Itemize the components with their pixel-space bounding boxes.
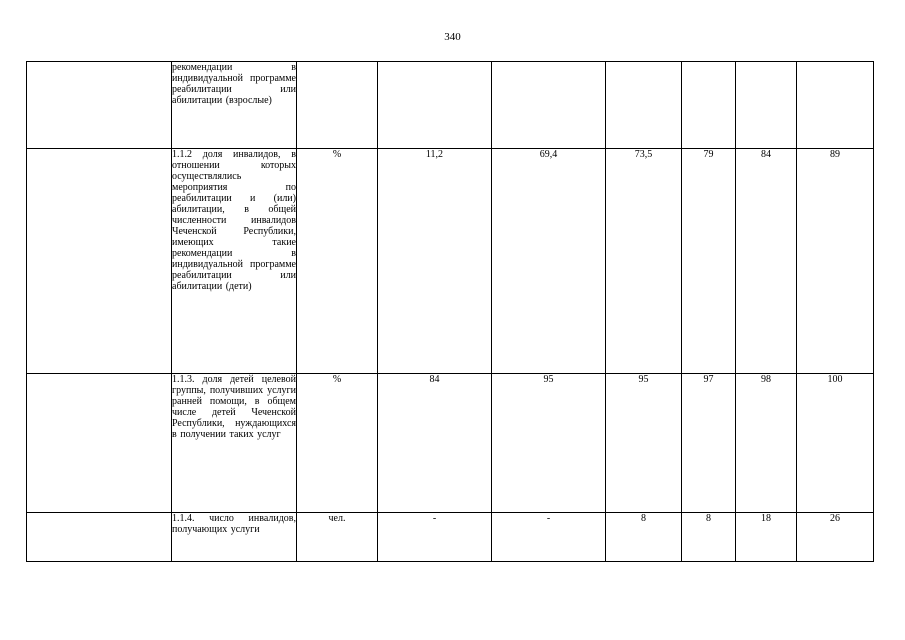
table-cell-empty xyxy=(27,513,172,562)
indicator-value: 84 xyxy=(378,374,492,513)
indicator-description: 1.1.3. доля детей целевой группы, получивших услуги ранней помощи, в общем числе детей Чеченской Республики, нуждающихся в получении таких услуг xyxy=(172,374,297,513)
indicator-value: 95 xyxy=(606,374,682,513)
indicator-value xyxy=(736,62,797,149)
indicator-value: - xyxy=(378,513,492,562)
table-row xyxy=(27,149,874,374)
indicator-value: 97 xyxy=(682,374,736,513)
indicator-description: 1.1.2 доля инвалидов, в отношении которых осуществлялись мероприятия по реабилитации и (или) абилитации, в общей численности инвалидов Чеченской Республики, имеющих такие рекомендации в индивидуальной программе реабилитации или абилитации (дети) xyxy=(172,149,297,374)
table-row xyxy=(27,374,874,513)
indicator-value: 73,5 xyxy=(606,149,682,374)
indicator-value: - xyxy=(492,513,606,562)
indicator-value: 69,4 xyxy=(492,149,606,374)
indicator-value xyxy=(682,62,736,149)
indicator-unit: чел. xyxy=(297,513,378,562)
table-cell-empty xyxy=(27,62,172,149)
indicator-value: 84 xyxy=(736,149,797,374)
indicator-value: 100 xyxy=(797,374,874,513)
table-row xyxy=(27,513,874,562)
indicator-value: 98 xyxy=(736,374,797,513)
indicator-value: 18 xyxy=(736,513,797,562)
indicator-value xyxy=(378,62,492,149)
indicator-value: 11,2 xyxy=(378,149,492,374)
indicator-unit xyxy=(297,62,378,149)
indicator-description: рекомендации в индивидуальной программе реабилитации или абилитации (взрослые) xyxy=(172,62,297,149)
page-number: 340 xyxy=(444,31,461,43)
indicator-value: 8 xyxy=(606,513,682,562)
indicator-value xyxy=(797,62,874,149)
indicator-value: 79 xyxy=(682,149,736,374)
indicator-value: 26 xyxy=(797,513,874,562)
indicator-unit: % xyxy=(297,149,378,374)
indicator-value: 89 xyxy=(797,149,874,374)
table-row xyxy=(27,62,874,149)
indicator-value xyxy=(606,62,682,149)
table-cell-empty xyxy=(27,374,172,513)
indicator-value: 95 xyxy=(492,374,606,513)
indicators-table xyxy=(26,61,874,562)
indicator-value: 8 xyxy=(682,513,736,562)
indicator-description: 1.1.4. число инвалидов, получающих услуги xyxy=(172,513,297,562)
indicator-unit: % xyxy=(297,374,378,513)
table-cell-empty xyxy=(27,149,172,374)
indicator-value xyxy=(492,62,606,149)
